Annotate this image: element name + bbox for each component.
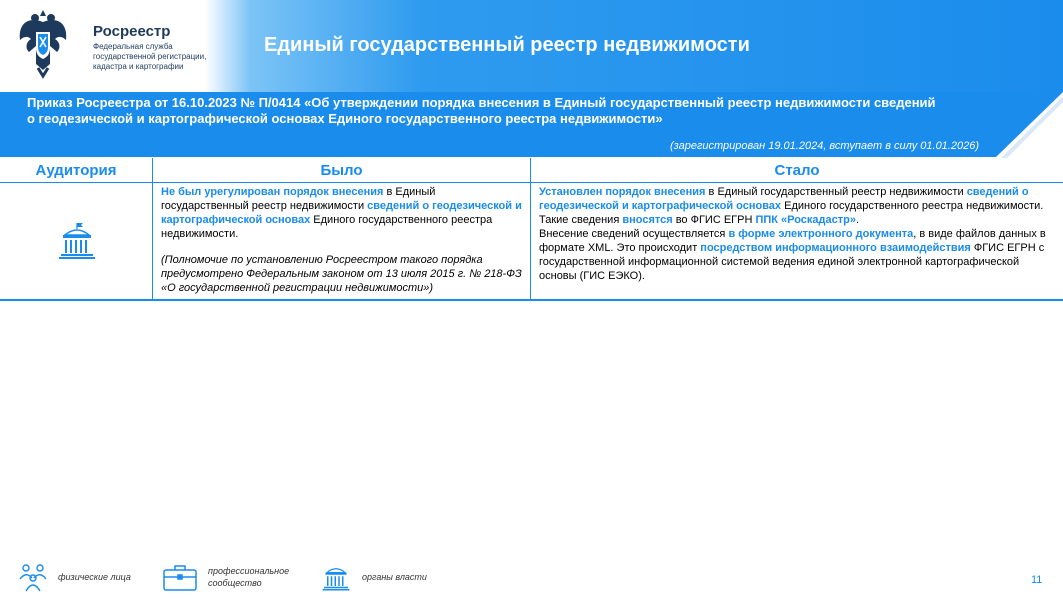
was-text: Единого государственного реестра недвижимости. — [161, 214, 493, 240]
table-header-row — [0, 158, 1063, 183]
became-text: Единого государственного реестра недвижимости. — [781, 200, 1044, 212]
page-number: 11 — [1031, 574, 1043, 586]
order-title — [27, 95, 987, 127]
header-audience: Аудитория — [0, 158, 153, 183]
header-was: Было — [153, 158, 531, 183]
legend-authorities — [320, 562, 427, 592]
government-building-icon — [57, 221, 97, 261]
table-row — [0, 183, 1063, 301]
became-text: в Единый государственный реестр недвижимости — [705, 186, 967, 198]
legend-individuals-label: физические лица — [58, 572, 131, 582]
legend-professional-label: профессиональное сообщество — [208, 566, 290, 588]
page-title: Единый государственный реестр недвижимости — [264, 34, 750, 56]
became-highlight-text: сведений о геодезической и картографической основах — [539, 186, 1029, 212]
government-building-icon — [320, 562, 352, 592]
was-highlight-text: сведений о геодезической и картографической основах — [161, 200, 522, 226]
became-text: во ФГИС ЕГРН — [672, 214, 756, 226]
legend-professional — [162, 562, 303, 592]
became-highlight-text: вносятся — [622, 214, 673, 226]
order-title-line1: Приказ Росреестра от 16.10.2023 № П/0414 «Об утверждении порядка внесения в Единый государственный реестр недвижимости сведений — [27, 95, 936, 110]
legend-individuals — [18, 562, 131, 592]
became-text: . — [855, 214, 860, 226]
was-highlight-text: Не был урегулирован порядок внесения — [161, 186, 384, 198]
became-highlight-text: в форме электронного документа — [728, 228, 914, 240]
logo-name: Росреестр — [93, 23, 171, 40]
was-legal-note: (Полномочие по установлению Росреестром такого порядка предусмотрено Федеральным законом от 13 июля 2015 г. № 218-ФЗ «О государственной регистрации недвижимости») — [161, 254, 522, 294]
was-text: в Единый государственный реестр недвижимости — [161, 186, 436, 212]
became-highlight-text: ППК «Роскадастр» — [755, 214, 856, 226]
logo-subtitle-line: кадастра и картографии — [93, 62, 184, 71]
corner-decoration — [995, 92, 1063, 158]
rosreestr-emblem-icon — [16, 6, 70, 80]
became-text: ФГИС ЕГРН с государственной информационной системой ведения единой электронной картографической основы (ГИС ЕЭКО). — [539, 242, 1045, 282]
became-text: Внесение сведений осуществляется — [539, 228, 729, 240]
briefcase-icon — [162, 562, 198, 592]
header-became: Стало — [531, 158, 1063, 183]
logo-subtitle — [93, 42, 223, 72]
order-title-line2: о геодезической и картографической основах Единого государственного реестра недвижимости» — [27, 111, 663, 126]
became-cell — [531, 183, 1063, 301]
became-text: Такие сведения — [539, 214, 623, 226]
legend-authorities-label: органы власти — [362, 572, 427, 582]
comparison-table — [0, 158, 1063, 301]
logo-subtitle-line: государственной регистрации, — [93, 52, 207, 61]
logo-subtitle-line: Федеральная служба — [93, 42, 173, 51]
audience-cell — [0, 183, 153, 301]
was-cell — [153, 183, 531, 301]
became-text: , в виде файлов данных в формате XML. Это происходит — [539, 228, 1046, 254]
became-highlight-text: Установлен порядок внесения — [539, 186, 706, 198]
order-note: (зарегистрирован 19.01.2024, вступает в силу 01.01.2026) — [669, 140, 979, 152]
people-icon — [18, 562, 48, 592]
became-highlight-text: посредством информационного взаимодействия — [700, 242, 971, 254]
